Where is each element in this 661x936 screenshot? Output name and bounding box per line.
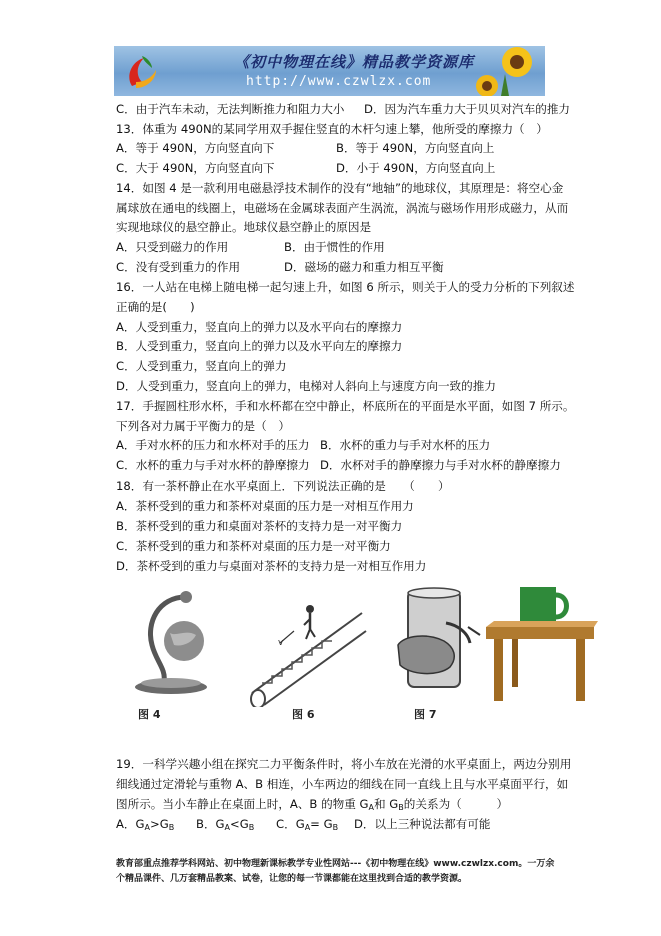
- q19-b-mid: <G: [230, 817, 249, 831]
- q13-options-row1: [116, 141, 495, 155]
- cup-on-table-figure: [486, 583, 598, 707]
- q19-c-sub2: B: [332, 823, 339, 832]
- q17-option-b: B．水杯的重力与手对水杯的压力: [320, 438, 491, 452]
- q16-option-d: D．人受到重力，竖直向上的弹力，电梯对人斜向上与速度方向一致的推力: [116, 379, 496, 393]
- q17-option-c: C．水杯的重力与手对水杯的静摩擦力: [116, 458, 310, 472]
- figure-4-caption: 图 4: [138, 708, 161, 721]
- q19-a-sub1: A: [144, 823, 150, 832]
- escalator-figure: [242, 583, 370, 707]
- q19-b-sub2: B: [248, 823, 255, 832]
- q19-c-pre: C．G: [276, 817, 305, 831]
- q19-stem3-text-b: 和 G: [374, 797, 399, 811]
- q19-a-pre: A．G: [116, 817, 145, 831]
- q14-options-row1: [116, 240, 385, 254]
- q19-stem-line3: [116, 797, 508, 815]
- q16-option-a: A．人受到重力，竖直向上的弹力以及水平向右的摩擦力: [116, 320, 403, 334]
- q17-options-row2: [116, 458, 561, 472]
- q13-options-row2: [116, 161, 496, 175]
- q18-stem: 18．有一茶杯静止在水平桌面上．下列说法正确的是 （ ）: [116, 479, 450, 493]
- q14-option-a: A．只受到磁力的作用: [116, 240, 229, 254]
- q12-option-d: D．因为汽车重力大于贝贝对汽车的推力: [364, 102, 571, 116]
- q19-option-c: [276, 817, 338, 835]
- footer-line-1: 教育部重点推荐学科网站、初中物理新课标教学专业性网站---《初中物理在线》www.czwlzx.com。一万余: [116, 859, 555, 869]
- q18-option-b: B．茶杯受到的重力和桌面对茶杯的支持力是一对平衡力: [116, 519, 403, 533]
- q12-options: [116, 102, 571, 116]
- q19-a-mid: >G: [150, 817, 169, 831]
- site-logo: [122, 52, 162, 92]
- q16-option-b: B．人受到重力，竖直向上的弹力以及水平向左的摩擦力: [116, 339, 403, 353]
- q19-b-pre: B．G: [196, 817, 225, 831]
- q14-stem-line3: 实现地球仪的悬空静止。地球仪悬空静止的原因是: [116, 220, 372, 234]
- q13-option-a: A．等于 490N，方向竖直向下: [116, 141, 275, 155]
- q14-option-d: D．磁场的磁力和重力相互平衡: [284, 260, 444, 274]
- q19-stem-line1: 19．一科学兴趣小组在探究二力平衡条件时，将小车放在光滑的水平桌面上，两边分别用: [116, 757, 572, 771]
- q13-option-b: B．等于 490N，方向竖直向上: [336, 141, 495, 155]
- q19-option-d: D．以上三种说法都有可能: [354, 817, 491, 831]
- q19-stem3-text-a: 图所示。当小车静止在桌面上时，A、B 的物重 G: [116, 797, 369, 811]
- q19-options: [116, 817, 491, 835]
- q14-option-c: C．没有受到重力的作用: [116, 260, 241, 274]
- q19-stem-line2: 细线通过定滑轮与重物 A、B 相连，小车两边的细线在同一直线上且与水平桌面平行，如: [116, 777, 569, 791]
- q17-stem-line2: 下列各对力属于平衡力的是（ ）: [116, 419, 290, 433]
- subscript-a: A: [368, 803, 375, 812]
- q12-option-c: C．由于汽车未动，无法判断推力和阻力大小: [116, 102, 345, 116]
- q17-option-d: D．水杯对手的静摩擦力与手对水杯的静摩擦力: [320, 458, 561, 472]
- sunflower-image: [471, 46, 541, 96]
- q14-option-b: B．由于惯性的作用: [284, 240, 385, 254]
- subscript-b: B: [398, 803, 404, 812]
- q18-option-c: C．茶杯受到的重力和茶杯对桌面的压力是一对平衡力: [116, 539, 391, 553]
- q18-option-a: A．茶杯受到的重力和茶杯对桌面的压力是一对相互作用力: [116, 499, 414, 513]
- q19-a-sub2: B: [168, 823, 175, 832]
- q18-option-d: D．茶杯受到的重力与桌面对茶杯的支持力是一对相互作用力: [116, 559, 427, 573]
- hand-cup-figure: [388, 583, 484, 707]
- q16-stem-line2: 正确的是( ): [116, 300, 195, 314]
- q19-c-mid: = G: [310, 817, 333, 831]
- q16-option-c: C．人受到重力，竖直向上的弹力: [116, 359, 287, 373]
- figure-row: [116, 583, 548, 723]
- q16-stem-line1: 16．一人站在电梯上随电梯一起匀速上升，如图 6 所示，则关于人的受力分析的下列叙述: [116, 280, 575, 294]
- figure-6-caption: 图 6: [292, 708, 315, 721]
- figure-7-caption: 图 7: [414, 708, 437, 721]
- q17-options-row1: [116, 438, 491, 452]
- levitating-globe-figure: [116, 583, 226, 707]
- q19-b-sub1: A: [224, 823, 231, 832]
- page-footer: [116, 857, 561, 887]
- footer-line-2: 个精品课件、几万套精品教案、试卷，让您的每一节课都能在这里找到合适的教学资源。: [116, 874, 468, 884]
- banner-url[interactable]: http://www.czwlzx.com: [246, 74, 432, 89]
- q13-stem: 13．体重为 490N的某同学用双手握住竖直的木杆匀速上攀，他所受的摩擦力（ ）: [116, 122, 548, 136]
- q19-option-a: [116, 817, 174, 831]
- q13-option-d: D．小于 490N，方向竖直向上: [336, 161, 496, 175]
- q13-option-c: C．大于 490N，方向竖直向下: [116, 161, 275, 175]
- q19-stem3-text-c: 的关系为（ ）: [403, 797, 509, 811]
- svg-text:v: v: [278, 638, 284, 648]
- q14-stem-line1: 14．如图 4 是一款利用电磁悬浮技术制作的没有“地轴”的地球仪，其原理是：将空心金: [116, 181, 564, 195]
- q14-stem-line2: 属球放在通电的线圈上，电磁场在金属球表面产生涡流，涡流与磁场作用形成磁力，从而: [116, 201, 569, 215]
- banner-title: 《初中物理在线》精品教学资源库: [234, 53, 475, 71]
- q19-option-b: [196, 817, 254, 835]
- q17-option-a: A．手对水杯的压力和水杯对手的压力: [116, 438, 310, 452]
- q19-c-sub1: A: [304, 823, 311, 832]
- q17-stem-line1: 17．手握圆柱形水杯，手和水杯都在空中静止，杯底所在的平面是水平面，如图 7 所示。: [116, 399, 575, 413]
- header-banner: [114, 46, 545, 96]
- q14-options-row2: [116, 260, 444, 274]
